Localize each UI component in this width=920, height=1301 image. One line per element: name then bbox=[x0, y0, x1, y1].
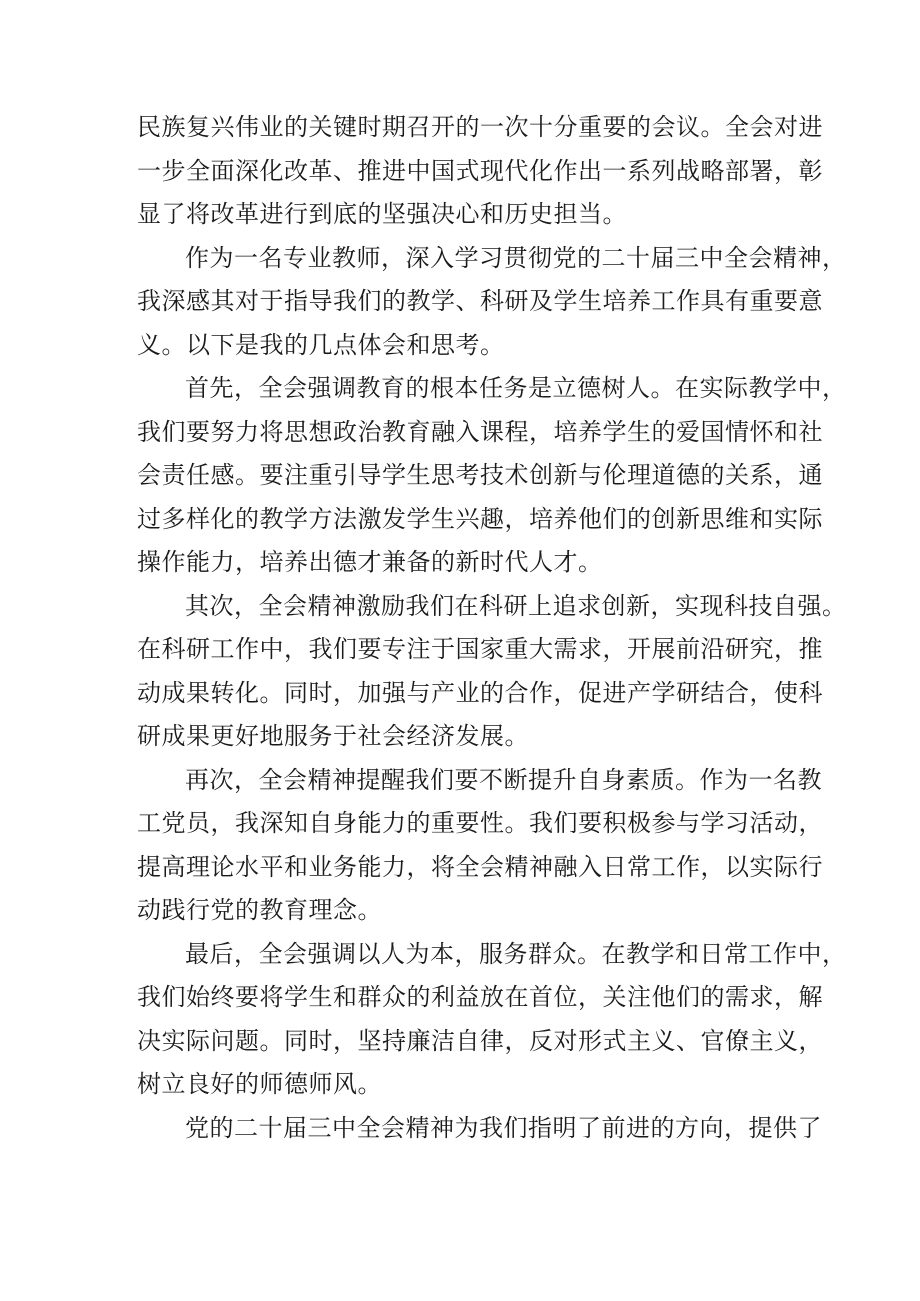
paragraph-1 bbox=[137, 106, 823, 237]
text-line: 义。以下是我的几点体会和思考。 bbox=[137, 330, 505, 359]
text-line: 我们要努力将思想政治教育融入课程，培养学生的爱国情怀和社 bbox=[137, 417, 823, 446]
text-line: 研成果更好地服务于社会经济发展。 bbox=[137, 722, 529, 750]
paragraph-7 bbox=[137, 1107, 822, 1151]
text-line: 动践行党的教育理念。 bbox=[137, 896, 382, 924]
text-line: 显了将改革进行到底的坚强决心和历史担当。 bbox=[137, 200, 627, 228]
text-line: 在科研工作中，我们要专注于国家重大需求，开展前沿研究，推 bbox=[137, 635, 823, 663]
paragraph-3 bbox=[137, 367, 847, 585]
text-line: 会责任感。要注重引导学生思考技术创新与伦理道德的关系，通 bbox=[137, 461, 823, 489]
text-line: 操作能力，培养出德才兼备的新时代人才。 bbox=[137, 548, 603, 576]
text-line: 提高理论水平和业务能力，将全会精神融入日常工作，以实际行 bbox=[137, 852, 823, 881]
text-line: 一步全面深化改革、推进中国式现代化作出一系列战略部署，彰 bbox=[137, 156, 823, 185]
text-line: 再次，全会精神提醒我们要不断提升自身素质。作为一名教 bbox=[185, 765, 822, 794]
paragraph-6 bbox=[137, 933, 847, 1107]
document-body bbox=[137, 106, 847, 1150]
text-line: 我们始终要将学生和群众的利益放在首位，关注他们的需求，解 bbox=[137, 983, 823, 1011]
text-line: 其次，全会精神激励我们在科研上追求创新，实现科技自强。 bbox=[185, 591, 847, 620]
text-line: 首先，全会强调教育的根本任务是立德树人。在实际教学中， bbox=[185, 374, 847, 402]
text-line: 工党员，我深知自身能力的重要性。我们要积极参与学习活动， bbox=[137, 809, 823, 837]
paragraph-5 bbox=[137, 759, 823, 933]
text-line: 最后，全会强调以人为本，服务群众。在教学和日常工作中， bbox=[185, 939, 847, 968]
text-line: 动成果转化。同时，加强与产业的合作，促进产学研结合，使科 bbox=[137, 678, 823, 707]
text-line: 党的二十届三中全会精神为我们指明了前进的方向，提供了 bbox=[185, 1113, 822, 1142]
text-line: 民族复兴伟业的关键时期召开的一次十分重要的会议。全会对进 bbox=[137, 113, 823, 141]
text-line: 作为一名专业教师，深入学习贯彻党的二十届三中全会精神， bbox=[185, 243, 847, 272]
text-line: 我深感其对于指导我们的教学、科研及学生培养工作具有重要意 bbox=[137, 287, 823, 315]
text-line: 过多样化的教学方法激发学生兴趣，培养他们的创新思维和实际 bbox=[137, 504, 823, 533]
paragraph-4 bbox=[137, 585, 847, 759]
text-line: 决实际问题。同时，坚持廉洁自律，反对形式主义、官僚主义， bbox=[137, 1026, 823, 1055]
paragraph-2 bbox=[137, 237, 847, 368]
text-line: 树立良好的师德师风。 bbox=[137, 1070, 382, 1098]
